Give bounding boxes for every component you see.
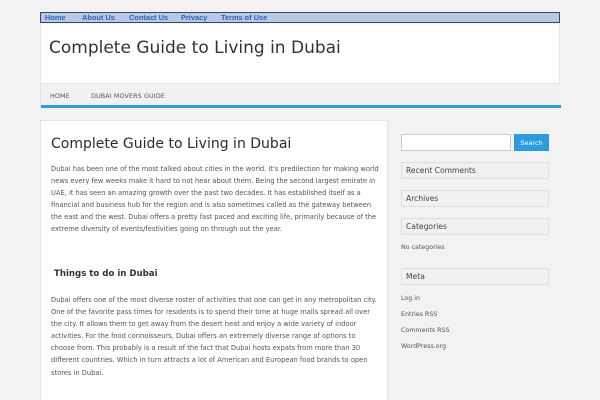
main-article bbox=[40, 120, 388, 400]
categories-widget-title: Categories bbox=[401, 218, 549, 235]
section-heading: Things to do in Dubai bbox=[54, 269, 158, 279]
site-title[interactable]: Complete Guide to Living in Dubai bbox=[49, 38, 341, 58]
top-link-privacy[interactable]: Privacy bbox=[181, 13, 208, 22]
archives-widget-title: Archives bbox=[401, 190, 549, 207]
nav-item-dubai-movers-guide[interactable]: DUBAI MOVERS GUIDE bbox=[91, 92, 165, 100]
main-navigation bbox=[41, 83, 561, 108]
post-title: Complete Guide to Living in Dubai bbox=[51, 136, 292, 152]
site-header bbox=[40, 24, 560, 108]
nav-item-home[interactable]: HOME bbox=[50, 92, 70, 100]
section-body-paragraph: Dubai offers one of the most diverse roster of activities that one can get in any metropolitan city. One of the favorite pass times for residents is to spend their time at huge malls spread all over the city. It allows them to get away from the desert heat and enjoy a wide variety of indoor activities. For the food connoisseurs, Dubai offers an extremely diverse range of options to choose from. This probably is a result of the fact that Dubai hosts expats from more than 30 different countries. Which in turn attracts a lot of American and European food brands to open stores in Dubai. bbox=[51, 296, 377, 377]
no-categories-text: No categories bbox=[401, 244, 445, 251]
meta-widget-title: Meta bbox=[401, 268, 549, 285]
meta-link-log-in[interactable]: Log in bbox=[401, 295, 420, 302]
top-link-home[interactable]: Home bbox=[45, 13, 66, 22]
recent-comments-widget-title: Recent Comments bbox=[401, 162, 549, 179]
post-intro-paragraph: Dubai has been one of the most talked about cities in the world. It's predilection for making world news every few weeks make it hard to not hear about them. Being the second largest emirate in UAE, it has seen an amazing growth over the past two decades. It has established itself as a financial and business hub for the region and is also sometimes called as the gateway between the east and the west. Dubai offers a pretty fast paced and exciting life, primarily because of the extreme diversity of events/festivities going on through out the year. bbox=[51, 165, 379, 234]
top-link-contact-us[interactable]: Contact Us bbox=[129, 13, 169, 22]
top-link-about-us[interactable]: About Us bbox=[82, 13, 115, 22]
meta-link-entries-rss[interactable]: Entries RSS bbox=[401, 311, 438, 318]
search-input[interactable] bbox=[401, 134, 511, 151]
top-links-bar bbox=[40, 12, 560, 23]
meta-link-wordpress-org[interactable]: WordPress.org bbox=[401, 343, 447, 350]
meta-link-comments-rss[interactable]: Comments RSS bbox=[401, 327, 450, 334]
top-link-terms-of-use[interactable]: Terms of Use bbox=[221, 13, 268, 22]
search-button[interactable]: Search bbox=[514, 134, 549, 151]
